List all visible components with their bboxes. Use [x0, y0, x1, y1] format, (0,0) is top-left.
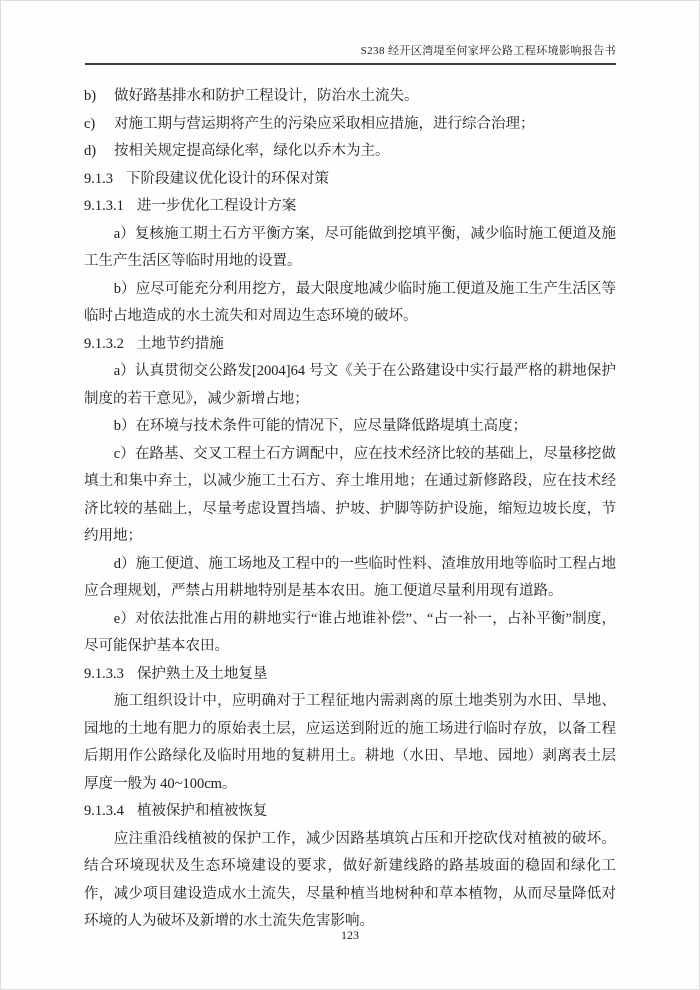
- section-number: 9.1.3.4: [84, 803, 124, 819]
- section-heading-9-1-3-3: [84, 661, 616, 689]
- section-title: 进一步优化工程设计方案: [136, 198, 297, 214]
- paragraph: a）认真贯彻交公路发[2004]64 号文《关于在公路建设中实行最严格的耕地保护制度的若干意见》，减少新增占地；: [84, 363, 616, 407]
- paragraph: e）对依法批准占用的耕地实行“谁占地谁补偿”、“占一补一，占补平衡”制度，尽可能保护基本农田。: [84, 610, 616, 654]
- document-body: [84, 83, 616, 936]
- page-number: 123: [341, 928, 359, 942]
- paragraph: c）在路基、交叉工程土石方调配中，应在技术经济比较的基础上，尽量移挖做填土和集中弃土，以减少施工土石方、弃土堆用地；在通过新修路段，应在技术经济比较的基础上，尽量考虑设置挡墙、护坡、护脚等防护设施，缩短边坡长度，节约用地；: [84, 445, 616, 544]
- section-number: 9.1.3.2: [84, 335, 124, 352]
- list-marker: d): [84, 143, 97, 159]
- section-title: 土地节约措施: [136, 335, 224, 352]
- section-heading-9-1-3-1: [84, 193, 616, 221]
- list-item-b: [84, 83, 616, 111]
- list-marker: c): [84, 115, 96, 132]
- paragraph: b）在环境与技术条件可能的情况下，应尽量降低路堤填土高度；: [113, 418, 527, 434]
- list-item-text: 做好路基排水和防护工程设计，防治水土流失。: [114, 88, 419, 104]
- section-number: 9.1.3: [84, 170, 113, 187]
- list-item-text: 对施工期与营运期将产生的污染应采取相应措施，进行综合治理；: [114, 115, 535, 132]
- section-title: 下阶段建议优化设计的环保对策: [126, 170, 329, 187]
- report-title: S238 经开区湾堤至何家坪公路工程环境影响报告书: [360, 45, 616, 57]
- page-header: [85, 42, 616, 65]
- list-item-c: [84, 111, 616, 139]
- list-item-d: [84, 138, 616, 166]
- section-title: 保护熟土及土地复垦: [136, 665, 268, 682]
- paragraph: 施工组织设计中，应明确对于工程征地内需剥离的原土地类别为水田、旱地、园地的土地有肥力的原始表土层，应运送到附近的施工场进行临时存放，以备工程后期用作公路绿化及临时用地的复耕用土。耕地（水田、旱地、园地）剥离表土层厚度一般为 40~100cm。: [84, 693, 616, 792]
- section-number: 9.1.3.3: [84, 665, 124, 682]
- section-title: 植被保护和植被恢复: [136, 803, 268, 819]
- list-item-text: 按相关规定提高绿化率，绿化以乔木为主。: [114, 143, 390, 159]
- section-heading-9-1-3-4: [84, 798, 616, 826]
- list-marker: b): [84, 88, 97, 104]
- paragraph: a）复核施工期土石方平衡方案，尽可能做到挖填平衡，减少临时施工便道及施工生产生活区等临时用地的设置。: [84, 225, 616, 269]
- paragraph: d）施工便道、施工场地及工程中的一些临时性料、渣堆放用地等临时工程占地应合理规划，严禁占用耕地特别是基本农田。施工便道尽量利用现有道路。: [84, 555, 616, 599]
- section-heading-9-1-3: [84, 166, 616, 194]
- paragraph: b）应尽可能充分利用挖方，最大限度地减少临时施工便道及施工生产生活区等临时占地造成的水土流失和对周边生态环境的破坏。: [84, 280, 616, 324]
- paragraph: 应注重沿线植被的保护工作，减少因路基填筑占压和开挖砍伐对植被的破坏。结合环境现状及生态环境建设的要求，做好新建线路的路基坡面的稳固和绿化工作，减少项目建设造成水土流失，尽量种植当地树种和草本植物，从而尽量降低对环境的人为破坏及新增的水土流失危害影响。: [84, 830, 616, 929]
- section-heading-9-1-3-2: [84, 331, 616, 359]
- section-number: 9.1.3.1: [84, 198, 124, 214]
